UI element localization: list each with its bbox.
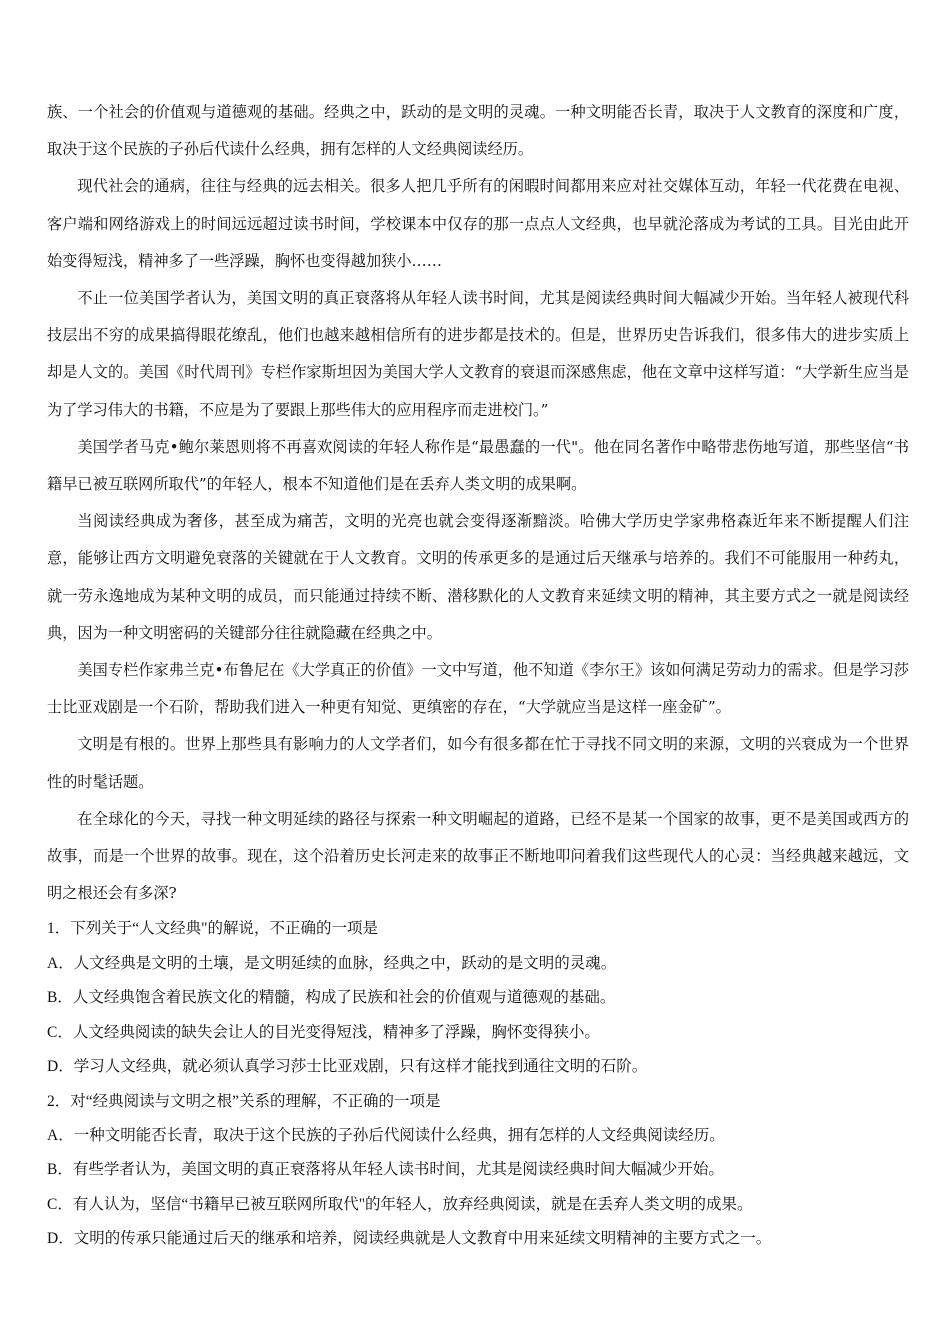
question-1-option-a: A．人文经典是文明的土壤，是文明延续的血脉，经典之中，跃动的是文明的灵魂。 — [47, 954, 617, 972]
question-2-stem: 2．对“经典阅读与文明之根”关系的理解，不正确的一项是 — [47, 1092, 441, 1110]
document-page — [47, 94, 909, 1257]
question-2-option-b: B．有些学者认为，美国文明的真正衰落将从年轻人读书时间，尤其是阅读经典时间大幅减少开始。 — [47, 1161, 724, 1179]
question-1-option-d: D．学习人文经典，就必须认真学习莎士比亚戏剧，只有这样才能找到通往文明的石阶。 — [47, 1058, 648, 1076]
passage-paragraph-3: 不止一位美国学者认为，美国文明的真正衰落将从年轻人读书时间，尤其是阅读经典时间大幅减少开始。当年轻人被现代科技层出不穷的成果搞得眼花缭乱，他们也越来越相信所有的进步都是技术的。但是，世界历史告诉我们，很多伟大的进步实质上却是人文的。美国《时代周刊》专栏作家斯坦因为美国大学人文教育的衰退而深感焦虑，他在文章中这样写道：“大学新生应当是为了学习伟大的书籍，不应是为了要跟上那些伟大的应用程序而走进校门。” — [47, 289, 909, 419]
passage-paragraph-7: 文明是有根的。世界上那些具有影响力的人文学者们，如今有很多都在忙于寻找不同文明的来源，文明的兴衰成为一个世界性的时髦话题。 — [47, 735, 909, 791]
passage-paragraph-1: 族、一个社会的价值观与道德观的基础。经典之中，跃动的是文明的灵魂。一种文明能否长青，取决于人文教育的深度和广度，取决于这个民族的子孙后代读什么经典，拥有怎样的人文经典阅读经历。 — [47, 103, 909, 159]
question-2-option-c: C．有人认为，坚信“书籍早已被互联网所取代"的年轻人，放弃经典阅读，就是在丢弃人类文明的成果。 — [47, 1195, 753, 1213]
passage-paragraph-2: 现代社会的通病，往往与经典的远去相关。很多人把几乎所有的闲暇时间都用来应对社交媒体互动，年轻一代花费在电视、客户端和网络游戏上的时间远远超过读书时间，学校课本中仅存的那一点点人文经典，也早就沦落成为考试的工具。目光由此开始变得短浅，精神多了一些浮躁，胸怀也变得越加狭小…… — [47, 177, 909, 270]
question-2 — [47, 1085, 909, 1257]
question-1-option-c: C．人文经典阅读的缺失会让人的目光变得短浅，精神多了浮躁，胸怀变得狭小。 — [47, 1023, 600, 1041]
passage-paragraph-5: 当阅读经典成为奢侈，甚至成为痛苦，文明的光亮也就会变得逐渐黯淡。哈佛大学历史学家弗格森近年来不断提醒人们注意，能够让西方文明避免衰落的关键就在于人文教育。文明的传承更多的是通过后天继承与培养的。我们不可能服用一种药丸，就一劳永逸地成为某种文明的成员，而只能通过持续不断、潜移默化的人文教育来延续文明的精神，其主要方式之一就是阅读经典，因为一种文明密码的关键部分往往就隐藏在经典之中。 — [47, 512, 909, 642]
question-1-option-b: B．人文经典饱含着民族文化的精髓，构成了民族和社会的价值观与道德观的基础。 — [47, 989, 616, 1007]
question-1 — [47, 912, 909, 1084]
question-1-stem: 1．下列关于“人文经典"的解说，不正确的一项是 — [47, 920, 378, 938]
question-2-option-a: A．一种文明能否长青，取决于这个民族的子孙后代阅读什么经典，拥有怎样的人文经典阅读经历。 — [47, 1126, 725, 1144]
passage-paragraph-6: 美国专栏作家弗兰克•布鲁尼在《大学真正的价值》一文中写道，他不知道《李尔王》该如何满足劳动力的需求。但是学习莎士比亚戏剧是一个石阶，帮助我们进入一种更有知觉、更缜密的存在，“大学就应当是这样一座金矿”。 — [47, 661, 909, 717]
question-2-option-d: D．文明的传承只能通过后天的继承和培养，阅读经典就是人文教育中用来延续文明精神的主要方式之一。 — [47, 1230, 772, 1248]
passage-paragraph-4: 美国学者马克•鲍尔莱恩则将不再喜欢阅读的年轻人称作是“最愚蠢的一代"。他在同名著作中略带悲伤地写道，那些坚信“书籍早已被互联网所取代”的年轻人，根本不知道他们是在丢弃人类文明的成果啊。 — [47, 437, 909, 494]
passage-paragraph-8: 在全球化的今天，寻找一种文明延续的路径与探索一种文明崛起的道路，已经不是某一个国家的故事，更不是美国或西方的故事，而是一个世界的故事。现在，这个沿着历史长河走来的故事正不断地叩问着我们这些现代人的心灵：当经典越来越远，文明之根还会有多深? — [47, 809, 909, 903]
